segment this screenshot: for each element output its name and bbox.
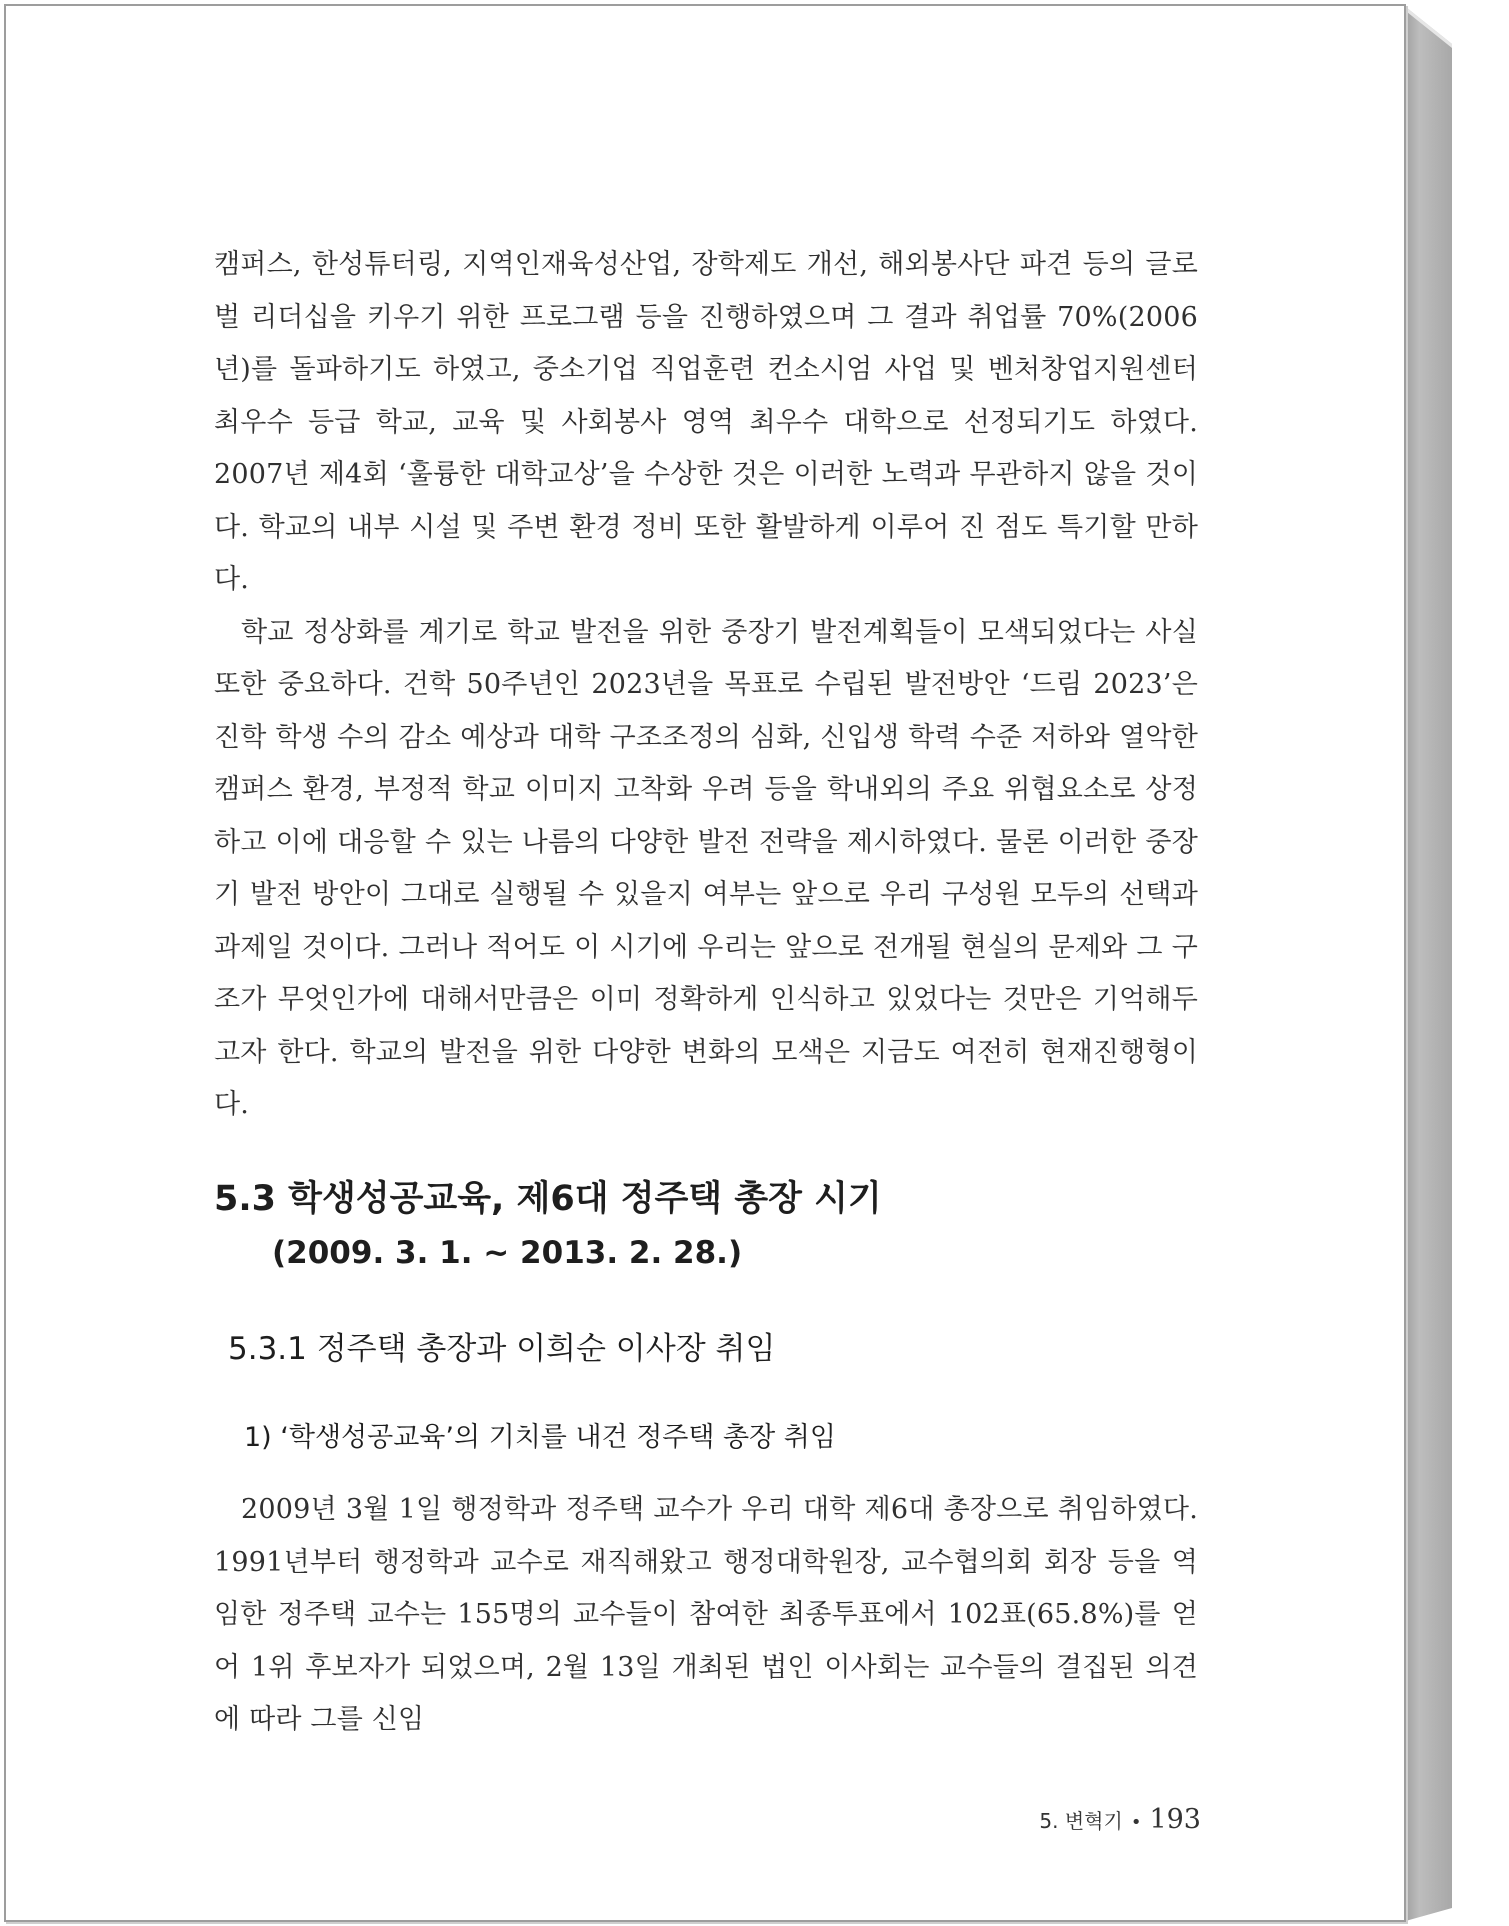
paragraph-campus: 캠퍼스, 한성튜터링, 지역인재육성산업, 장학제도 개선, 해외봉사단 파견 등의 글로벌 리더십을 키우기 위한 프로그램 등을 진행하였으며 그 결과 취업률 70%(2006년)를 돌파하기도 하였고, 중소기업 직업훈련 컨소시엄 사업 및 벤처창업지원센터 최우수 등급 학교, 교육 및 사회봉사 영역 최우수 대학으로 선정되기도 하였다. 2007년 제4회 ‘훌륭한 대학교상’을 수상한 것은 이러한 노력과 무관하지 않을 것이다. 학교의 내부 시설 및 주변 환경 정비 또한 활발하게 이루어 진 점도 특기할 만하다.: [214, 249, 1198, 595]
footer-bullet: •: [1130, 1812, 1142, 1833]
book-page: [4, 4, 1406, 1922]
section-title: 5.3 학생성공교육, 제6대 정주택 총장 시기: [214, 1179, 882, 1219]
subsection-heading: 5.3.1 정주택 총장과 이희순 이사장 취임: [228, 1331, 776, 1367]
section-heading: [214, 1172, 882, 1280]
subsubsection-heading: 1) ‘학생성공교육’의 기치를 내건 정주택 총장 취임: [244, 1422, 836, 1453]
book-page-edge: [1402, 4, 1452, 1922]
page-footer: [1006, 1804, 1201, 1835]
section-period: (2009. 3. 1. ~ 2013. 2. 28.): [272, 1235, 743, 1271]
body-text-bottom: [214, 1484, 1198, 1747]
paragraph-inauguration: 2009년 3월 1일 행정학과 정주택 교수가 우리 대학 제6대 총장으로 취임하였다. 1991년부터 행정학과 교수로 재직해왔고 행정대학원장, 교수협의회 회장 등을 역임한 정주택 교수는 155명의 교수들이 참여한 최종투표에서 102표(65.8%)를 얻어 1위 후보자가 되었으며, 2월 13일 개최된 법인 이사회는 교수들의 결집된 의견에 따라 그를 신임: [214, 1494, 1198, 1735]
body-text-top: [214, 239, 1198, 1132]
chapter-label: 5. 변혁기: [1039, 1809, 1123, 1833]
paragraph-development-plan: 학교 정상화를 계기로 학교 발전을 위한 중장기 발전계획들이 모색되었다는 사실 또한 중요하다. 건학 50주년인 2023년을 목표로 수립된 발전방안 ‘드림 2023’은 진학 학생 수의 감소 예상과 대학 구조조정의 심화, 신입생 학력 수준 저하와 열악한 캠퍼스 환경, 부정적 학교 이미지 고착화 우려 등을 학내외의 주요 위협요소로 상정하고 이에 대응할 수 있는 나름의 다양한 발전 전략을 제시하였다. 물론 이러한 중장기 발전 방안이 그대로 실행될 수 있을지 여부는 앞으로 우리 구성원 모두의 선택과 과제일 것이다. 그러나 적어도 이 시기에 우리는 앞으로 전개될 현실의 문제와 그 구조가 무엇인가에 대해서만큼은 이미 정확하게 인식하고 있었다는 것만은 기억해두고자 한다. 학교의 발전을 위한 다양한 변화의 모색은 지금도 여전히 현재진행형이다.: [214, 616, 1198, 1120]
page-number: 193: [1149, 1804, 1201, 1835]
